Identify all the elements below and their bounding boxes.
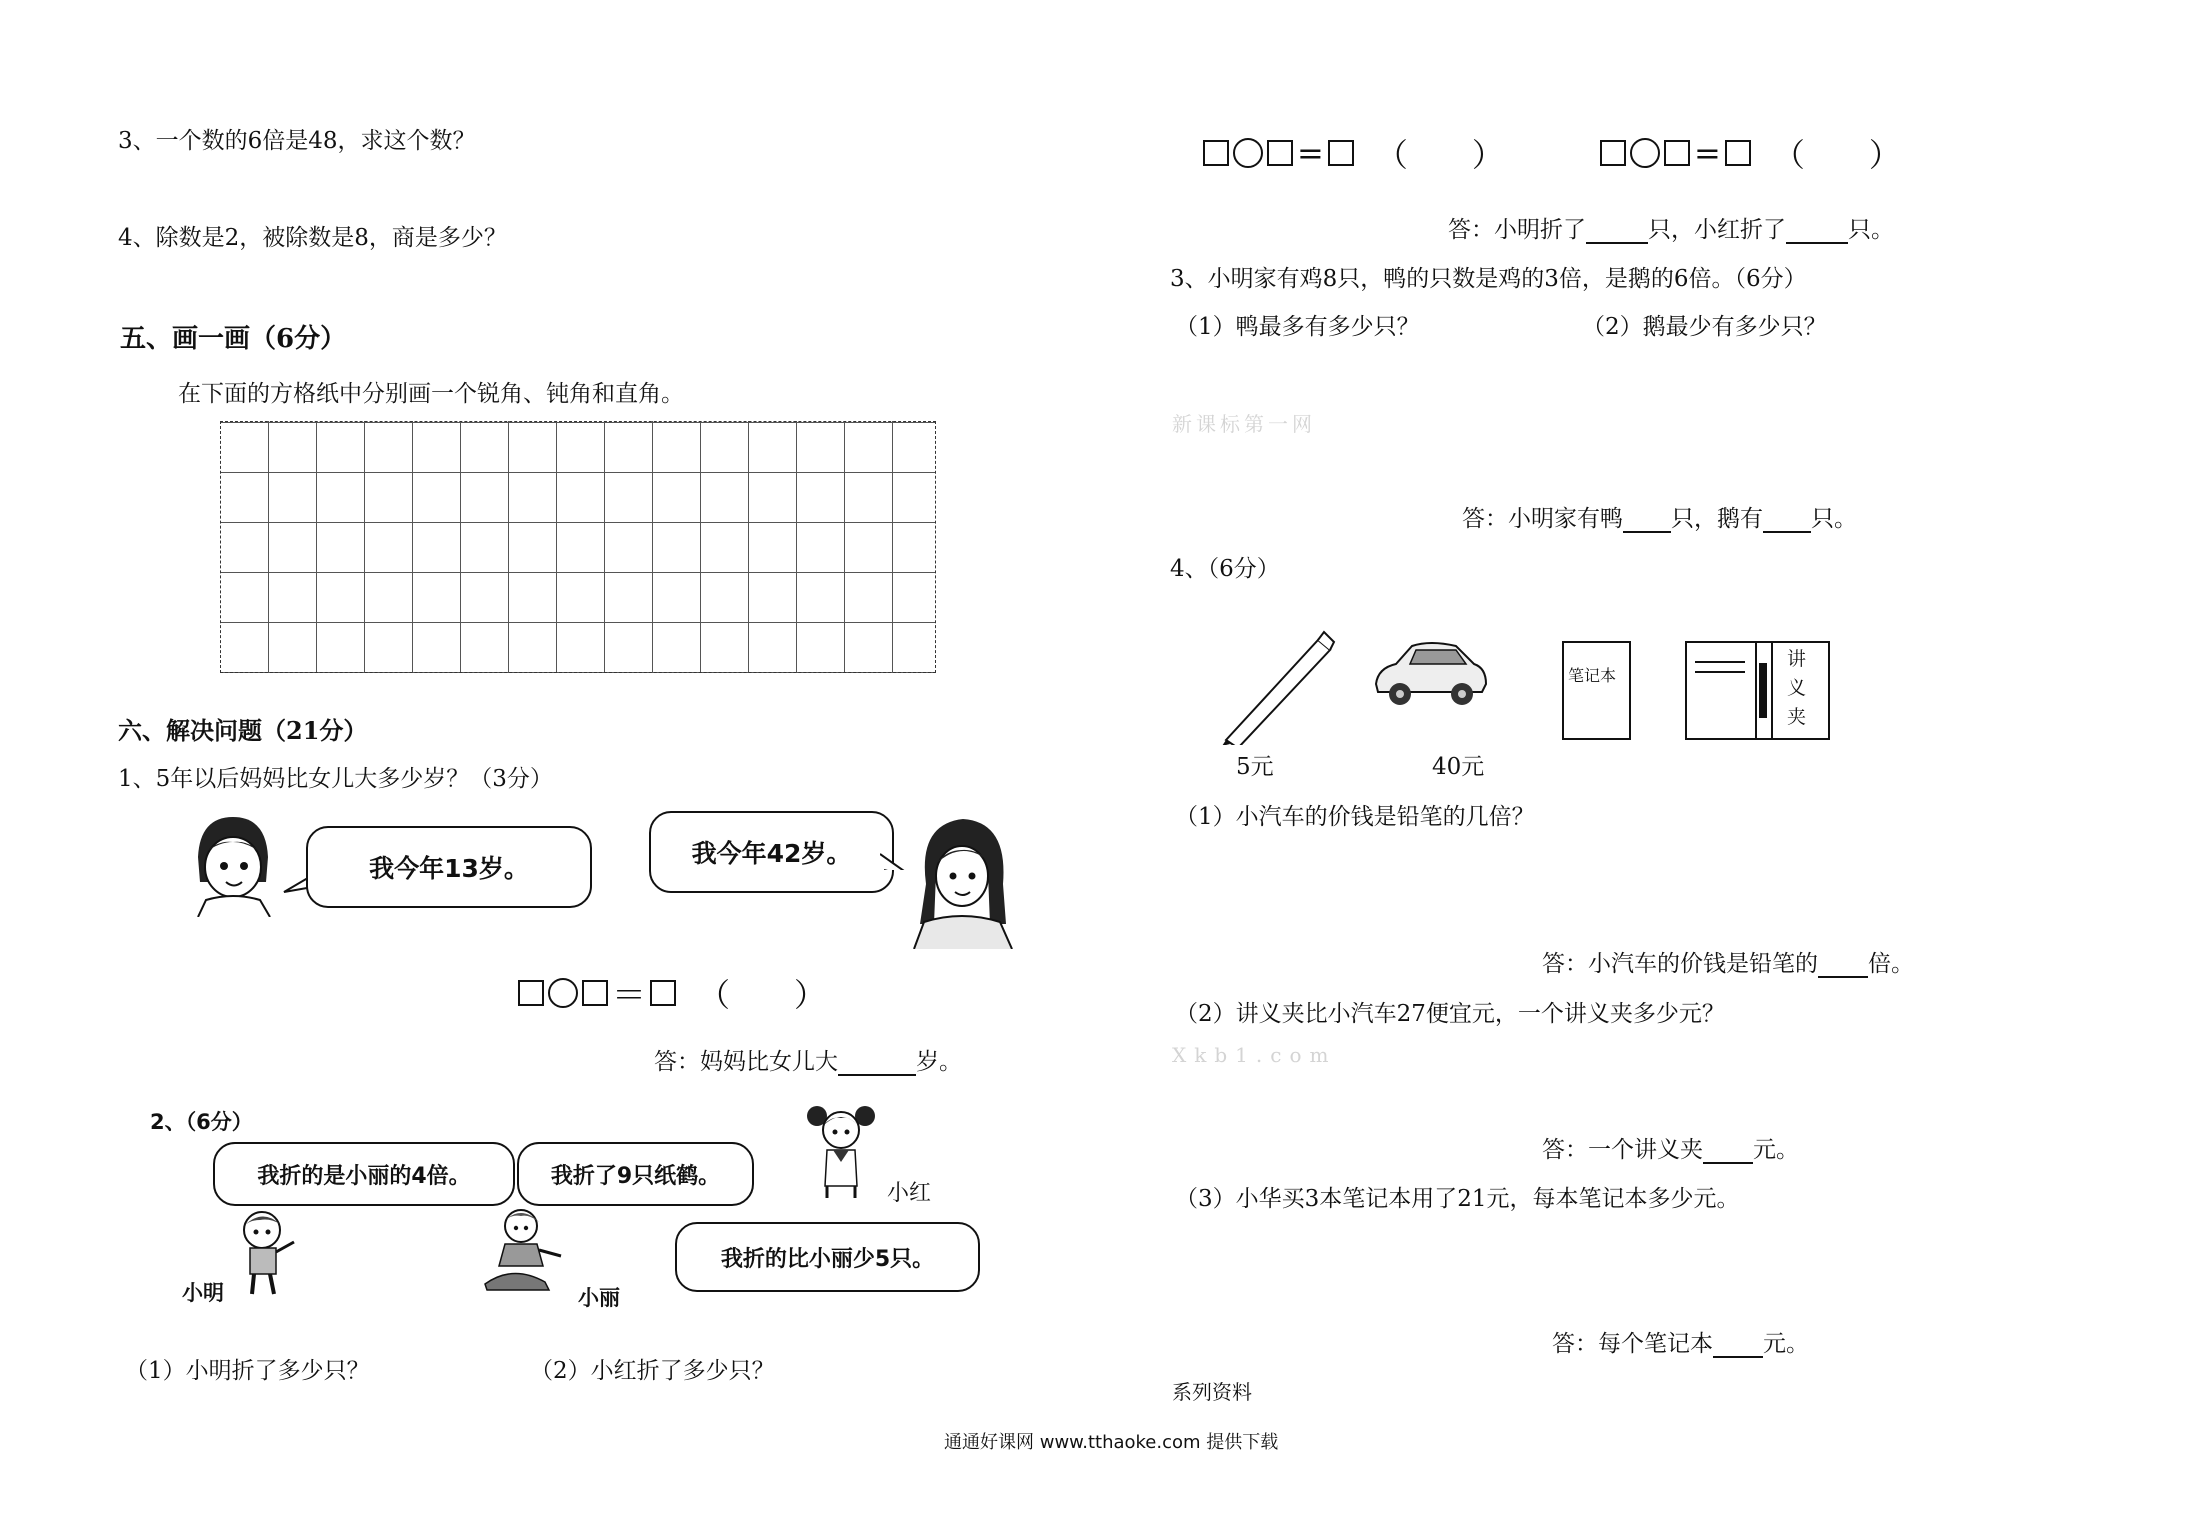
folder-clip: [1759, 663, 1767, 718]
answer-3-part-a: 答：小明家有鸭: [1462, 506, 1623, 532]
question-4-3: （3）小华买3本笔记本用了21元，每本笔记本多少元。: [1175, 1186, 1740, 1212]
answer-4-3-blank[interactable]: [1713, 1332, 1763, 1358]
answer-2-part-a: 答：小明折了: [1448, 217, 1586, 243]
question-3: 3、一个数的6倍是48，求这个数？: [118, 128, 476, 154]
section-6-title: 六、解决问题（21分）: [118, 716, 368, 745]
answer-1-blank[interactable]: [838, 1050, 916, 1076]
folder-label: [1787, 645, 1806, 732]
pencil-price: 5元: [1236, 754, 1274, 780]
equation-box[interactable]: [1600, 140, 1626, 166]
hong-speech-bubble: 我折的比小丽少5只。: [675, 1222, 980, 1292]
notebook-icon: [1562, 641, 1631, 740]
problem-2-q2: （2）小红折了多少只？: [530, 1358, 775, 1384]
operator-circle[interactable]: [1233, 138, 1263, 168]
right-question-4: 4、（6分）: [1170, 556, 1280, 582]
unit-paren[interactable]: （ ）: [698, 975, 827, 1014]
answer-3-blank-goose[interactable]: [1763, 507, 1811, 533]
equation-box[interactable]: [1725, 140, 1751, 166]
faint-watermark-1: 新课标第一网: [1172, 412, 1316, 436]
folder-label-char: 义: [1787, 677, 1807, 699]
folder-line: [1695, 661, 1745, 663]
series-label: 系列资料: [1172, 1380, 1252, 1404]
ming-illustration: [232, 1208, 302, 1298]
problem-2-q1: （1）小明折了多少只？: [125, 1358, 370, 1384]
equation-1: [518, 968, 826, 1017]
answer-4-1: [1542, 945, 1914, 978]
answer-4-2-blank[interactable]: [1703, 1138, 1753, 1164]
equation-box[interactable]: [1267, 140, 1293, 166]
answer-2-part-c: 只。: [1848, 217, 1894, 243]
girl-speech-bubble: 我今年13岁。: [306, 826, 592, 908]
folder-label-char: 讲: [1787, 648, 1807, 670]
right-question-3-1: （1）鸭最多有多少只？: [1175, 314, 1420, 340]
section-5-instruction: 在下面的方格纸中分别画一个锐角、钝角和直角。: [178, 381, 684, 407]
footer-credit[interactable]: 通通好课网 www.tthaoke.com 提供下载: [944, 1432, 1279, 1453]
li-speech-bubble: 我折了9只纸鹤。: [517, 1142, 754, 1206]
mom-speech-bubble: 我今年42岁。: [649, 811, 894, 893]
notebook-label: 笔记本: [1568, 666, 1617, 685]
answer-4-2-suffix: 元。: [1753, 1137, 1799, 1163]
question-4-2: （2）讲义夹比小汽车27便宜元，一个讲义夹多少元？: [1175, 1001, 1725, 1027]
folder-spine: [1771, 643, 1773, 738]
equation-2a: [1203, 130, 1504, 176]
li-illustration: [483, 1204, 573, 1292]
unit-paren[interactable]: （ ）: [1772, 136, 1901, 174]
hong-name: 小红: [887, 1181, 932, 1206]
equation-box[interactable]: [650, 980, 676, 1006]
answer-4-3: [1552, 1325, 1809, 1358]
question-4: 4、除数是2，被除数是8，商是多少？: [118, 225, 507, 251]
folder-spine: [1755, 643, 1757, 738]
equals-sign: ＝: [612, 976, 646, 1016]
operator-circle[interactable]: [1630, 138, 1660, 168]
answer-4-2: [1542, 1131, 1799, 1164]
equation-2b: [1600, 130, 1901, 176]
equation-box[interactable]: [1664, 140, 1690, 166]
equation-box[interactable]: [1328, 140, 1354, 166]
operator-circle[interactable]: [548, 978, 578, 1008]
ming-speech-bubble: 我折的是小丽的4倍。: [213, 1142, 515, 1206]
car-price: 40元: [1432, 754, 1485, 780]
answer-2-blank-hong[interactable]: [1786, 218, 1848, 244]
equation-box[interactable]: [518, 980, 544, 1006]
answer-1-suffix: 岁。: [916, 1049, 962, 1075]
problem-1-title: 1、5年以后妈妈比女儿大多少岁？（3分）: [118, 766, 553, 792]
pencil-icon: [1218, 630, 1338, 745]
answer-2-blank-ming[interactable]: [1586, 218, 1648, 244]
equals-sign: =: [1694, 134, 1721, 172]
answer-4-1-suffix: 倍。: [1868, 951, 1914, 977]
folder-label-char: 夹: [1787, 706, 1807, 728]
answer-3-blank-duck[interactable]: [1623, 507, 1671, 533]
right-question-3: 3、小明家有鸡8只，鸭的只数是鸡的3倍，是鹅的6倍。（6分）: [1170, 266, 1807, 292]
answer-3: [1462, 500, 1857, 533]
folder-line: [1695, 671, 1745, 673]
answer-1-prefix: 答：妈妈比女儿大: [654, 1049, 838, 1075]
right-question-3-2: （2）鹅最少有多少只？: [1582, 314, 1827, 340]
equation-box[interactable]: [582, 980, 608, 1006]
equation-box[interactable]: [1203, 140, 1229, 166]
answer-4-1-prefix: 答：小汽车的价钱是铅笔的: [1542, 951, 1818, 977]
equals-sign: =: [1297, 134, 1324, 172]
folder-icon: [1685, 641, 1830, 740]
question-4-1: （1）小汽车的价钱是铅笔的几倍？: [1175, 804, 1535, 830]
answer-1: [654, 1043, 962, 1076]
answer-3-part-b: 只，鹅有: [1671, 506, 1763, 532]
problem-2-title: 2、（6分）: [150, 1110, 253, 1134]
answer-4-3-suffix: 元。: [1763, 1331, 1809, 1357]
answer-2-part-b: 只，小红折了: [1648, 217, 1786, 243]
li-name: 小丽: [578, 1286, 620, 1310]
section-5-title: 五、画一画（6分）: [120, 324, 347, 354]
hong-illustration: [803, 1100, 883, 1198]
drawing-grid[interactable]: [220, 421, 936, 673]
answer-4-2-prefix: 答：一个讲义夹: [1542, 1137, 1703, 1163]
car-icon: [1370, 636, 1490, 714]
answer-2: [1448, 211, 1894, 244]
answer-4-3-prefix: 答：每个笔记本: [1552, 1331, 1713, 1357]
answer-3-part-c: 只。: [1811, 506, 1857, 532]
mom-illustration: [908, 814, 1018, 949]
answer-4-1-blank[interactable]: [1818, 952, 1868, 978]
unit-paren[interactable]: （ ）: [1375, 136, 1504, 174]
girl-illustration: [188, 812, 278, 917]
faint-watermark-2: Xkb1.com: [1172, 1043, 1337, 1067]
ming-name: 小明: [182, 1281, 224, 1305]
